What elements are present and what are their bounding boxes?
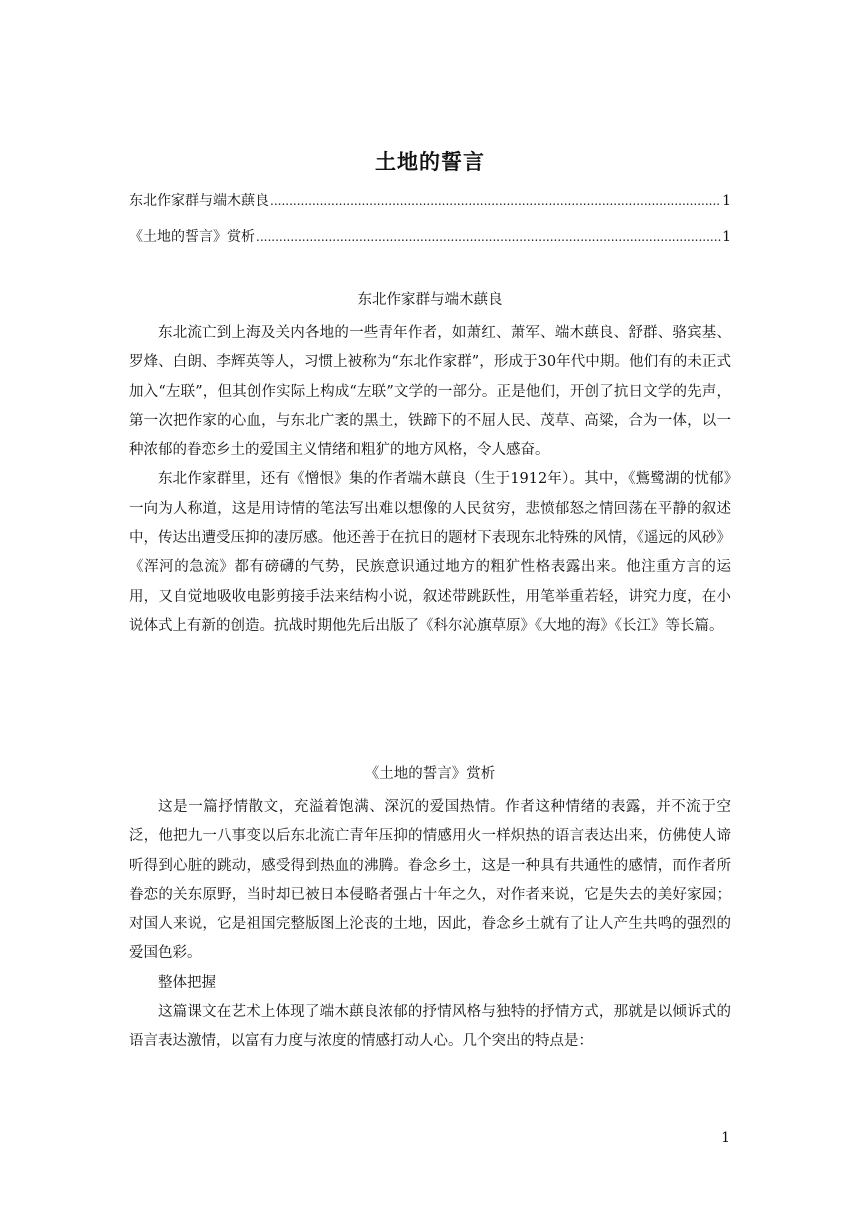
toc-entry-page: 1 [722,193,731,209]
toc-leader-dots [270,192,721,210]
page-number: 1 [721,1130,730,1146]
paragraph: 东北流亡到上海及关内各地的一些青年作者，如萧红、萧军、端木蕻良、舒群、骆宾基、罗烽、白朗、李辉英等人，习惯上被称为“东北作家群”，形成于30年代中期。他们有的未正式加入“左联”，但其创作实际上构成“左联”文学的一部分。正是他们，开创了抗日文学的先声，第一次把作家的心血，与东北广袤的黑土，铁蹄下的不屈人民、茂草、高粱，合为一体，以一种浓郁的眷恋乡土的爱国主义情绪和粗犷的地方风格，令人感奋。 [129,325,731,459]
paragraph: 这篇课文在艺术上体现了端木蕻良浓郁的抒情风格与独特的抒情方式，那就是以倾诉式的语言表达激情，以富有力度与浓度的情感打动人心。几个突出的特点是： [129,1004,731,1050]
document-title: 土地的誓言 [375,149,485,174]
toc-entry[interactable] [129,228,731,264]
paragraph: 这是一篇抒情散文，充溢着饱满、深沉的爱国热情。作者这种情绪的表露，并不流于空泛，他把九一八事变以后东北流亡青年压抑的情感用火一样炽热的语言表达出来，仿佛使人谛听得到心脏的跳动，感受得到热血的沸腾。眷念乡土，这是一种具有共通性的感情，而作者所眷恋的关东原野，当时却已被日本侵略者强占十年之久，对作者来说，它是失去的美好家园；对国人来说，它是祖国完整版图上沦丧的土地，因此，眷念乡土就有了让人产生共鸣的强烈的爱国色彩。 [129,799,731,962]
toc-entry-label: 东北作家群与端木蕻良 [129,193,269,209]
section-heading: 《土地的誓言》赏析 [364,766,496,782]
paragraph: 东北作家群里，还有《憎恨》集的作者端木蕻良（生于1912年）。其中，《鴜鹭湖的忧郁》一向为人称道，这是用诗情的笔法写出难以想像的人民贫穷，悲愤郁怒之情回荡在平静的叙述中，传达出遭受压抑的凄厉感。他还善于在抗日的题材下表现东北特殊的风情，《遥远的风砂》《浑河的急流》都有磅礴的气势，民族意识通过地方的粗犷性格表露出来。他注重方言的运用，又自觉地吸收电影剪接手法来结构小说，叙述带跳跃性，用笔举重若轻，讲究力度，在小说体式上有新的创造。抗战时期他先后出版了《科尔沁旗草原》《大地的海》《长江》等长篇。 [129,471,731,634]
section-northeast-writers [129,290,731,641]
toc-entry-page: 1 [722,229,731,245]
section-heading: 东北作家群与端木蕻良 [357,292,503,308]
section-appreciation [129,764,731,1057]
toc-leader-dots [256,228,721,246]
toc-entry[interactable] [129,192,731,228]
toc-entry-label: 《土地的誓言》赏析 [129,229,255,245]
table-of-contents [129,192,731,264]
subheading-overall-grasp: 整体把握 [158,974,216,991]
